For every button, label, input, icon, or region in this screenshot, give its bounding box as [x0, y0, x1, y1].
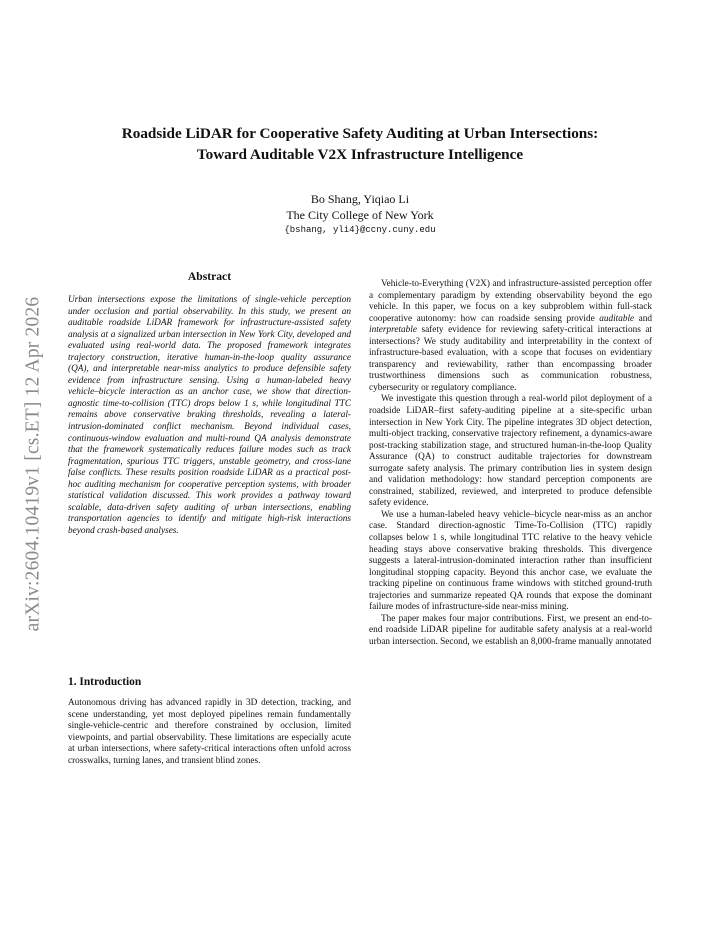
title-line-1: Roadside LiDAR for Cooperative Safety Auditing at Urban Intersections:: [121, 125, 599, 142]
arxiv-identifier: [22, 258, 44, 670]
introduction-paragraph-4: We use a human-labeled heavy vehicle–bicycle near-miss as an anchor case. Standard direction-agnostic Time-To-Collision (TTC) rapidly collapses below 1 s, while longitudinal TTC relative to the heavy vehicle heading stays above conservative braking thresholds. This divergence suggests a lateral-intrusion-dominated interaction rather than insufficient longitudinal stopping capacity. Beyond this anchor case, we evaluate the tracking pipeline on continuous frame windows with stitched ground-truth trajectories and summarize repeated QA rounds that expose the dominant failure modes of infrastructure-side near-miss mining.: [369, 509, 652, 613]
abstract-heading: Abstract: [187, 270, 232, 283]
introduction-heading: 1. Introduction: [68, 676, 142, 688]
introduction-paragraph-3: We investigate this question through a real-world pilot deployment of a roadside LiDAR–first safety-auditing pipeline at a site-specific urban intersection in New York City. The pipeline integrates 3D object detection, multi-object tracking, conservative trajectory refinement, a dynamics-aware post-tracking stabilization stage, and structured human-in-the-loop Quality Assurance (QA) to construct auditable trajectories for downstream surrogate safety analysis. The primary contribution lies in system design and validation methodology: how standard perception components are constrained, stabilized, reviewed, and interpreted to produce defensible safety evidence.: [369, 394, 652, 509]
paragraph-text: and: [634, 313, 652, 324]
introduction-paragraph-5: The paper makes four major contributions. First, we present an end-to-end roadside LiDAR pipeline for auditable safety analysis at a real-world urban intersection. Second, we establish an 8,000-frame manually annotated: [369, 613, 652, 647]
paragraph-text: safety evidence for reviewing safety-critical interactions at intersections? We study auditability and interpretability in the context of infrastructure-based evaluation, with a scope that focuses on evidentiary transparency and reviewability, rather than encompassing broader trustworthiness dimensions such as communication robustness, cybersecurity or regulatory compliance.: [369, 325, 652, 393]
paper-title: [70, 123, 650, 165]
title-line-2: Toward Auditable V2X Infrastructure Intelligence: [196, 146, 524, 163]
introduction-paragraph-2: [369, 279, 652, 394]
arxiv-identifier-text: arXiv:2604.10419v1 [cs.ET] 12 Apr 2026: [22, 296, 44, 632]
affiliation: The City College of New York: [286, 208, 434, 222]
author-email: {bshang, yli4}@ccny.cuny.edu: [284, 225, 436, 235]
right-column: [369, 279, 652, 649]
paragraph-text: Vehicle-to-Everything (V2X) and infrastructure-assisted perception offer a complementary paradigm by extending observability beyond the ego vehicle. In this paper, we focus on a key subproblem within full-stack cooperative autonomy: how can roadside sensing provide: [369, 279, 652, 324]
left-column: [68, 270, 351, 766]
abstract-body: Urban intersections expose the limitations of single-vehicle perception under occlusion and partial observability. In this study, we present an auditable roadside LiDAR framework for infrastructure-assisted safety analysis at a signalized urban intersection in New York City, developed and evaluated using real-world data. The proposed framework integrates trajectory construction, iterative human-in-the-loop quality assurance (QA), and interpretable near-miss analytics to produce defensible safety evidence from infrastructure sensing. Using a human-labeled heavy vehicle–bicycle interaction as an anchor case, we show that direction-agnostic time-to-collision (TTC) drops below 1 s, while longitudinal TTC remains above conservative braking thresholds, revealing a lateral-intrusion-dominated conflict mechanism. Beyond individual cases, continuous-window evaluation and multi-round QA analysis demonstrate that the framework systematically reduces failure modes such as track fragmentation, spurious TTC triggers, unstable geometry, and cross-lane false conflicts. These results position roadside LiDAR as a practical post-hoc auditing mechanism for cooperative perception systems, with broader statistical validation discussed. This work provides a pathway toward scalable, data-driven safety auditing of urban intersections, enabling transportation agencies to identify and mitigate high-risk interactions beyond crash-based analyses.: [68, 295, 351, 536]
author-names: Bo Shang, Yiqiao Li: [310, 192, 410, 206]
emphasis-interpretable: interpretable: [369, 325, 417, 336]
author-block: [70, 191, 650, 238]
emphasis-auditable: auditable: [599, 313, 635, 324]
introduction-paragraph-1: Autonomous driving has advanced rapidly in 3D detection, tracking, and scene understanding, yet most deployed pipelines remain fundamentally single-vehicle-centric and therefore constrained by occlusion, limited viewpoints, and partial observability. These limitations are especially acute at urban intersections, where safety-critical interactions often unfold across crosswalks, turning lanes, and transient blind zones.: [68, 698, 351, 766]
